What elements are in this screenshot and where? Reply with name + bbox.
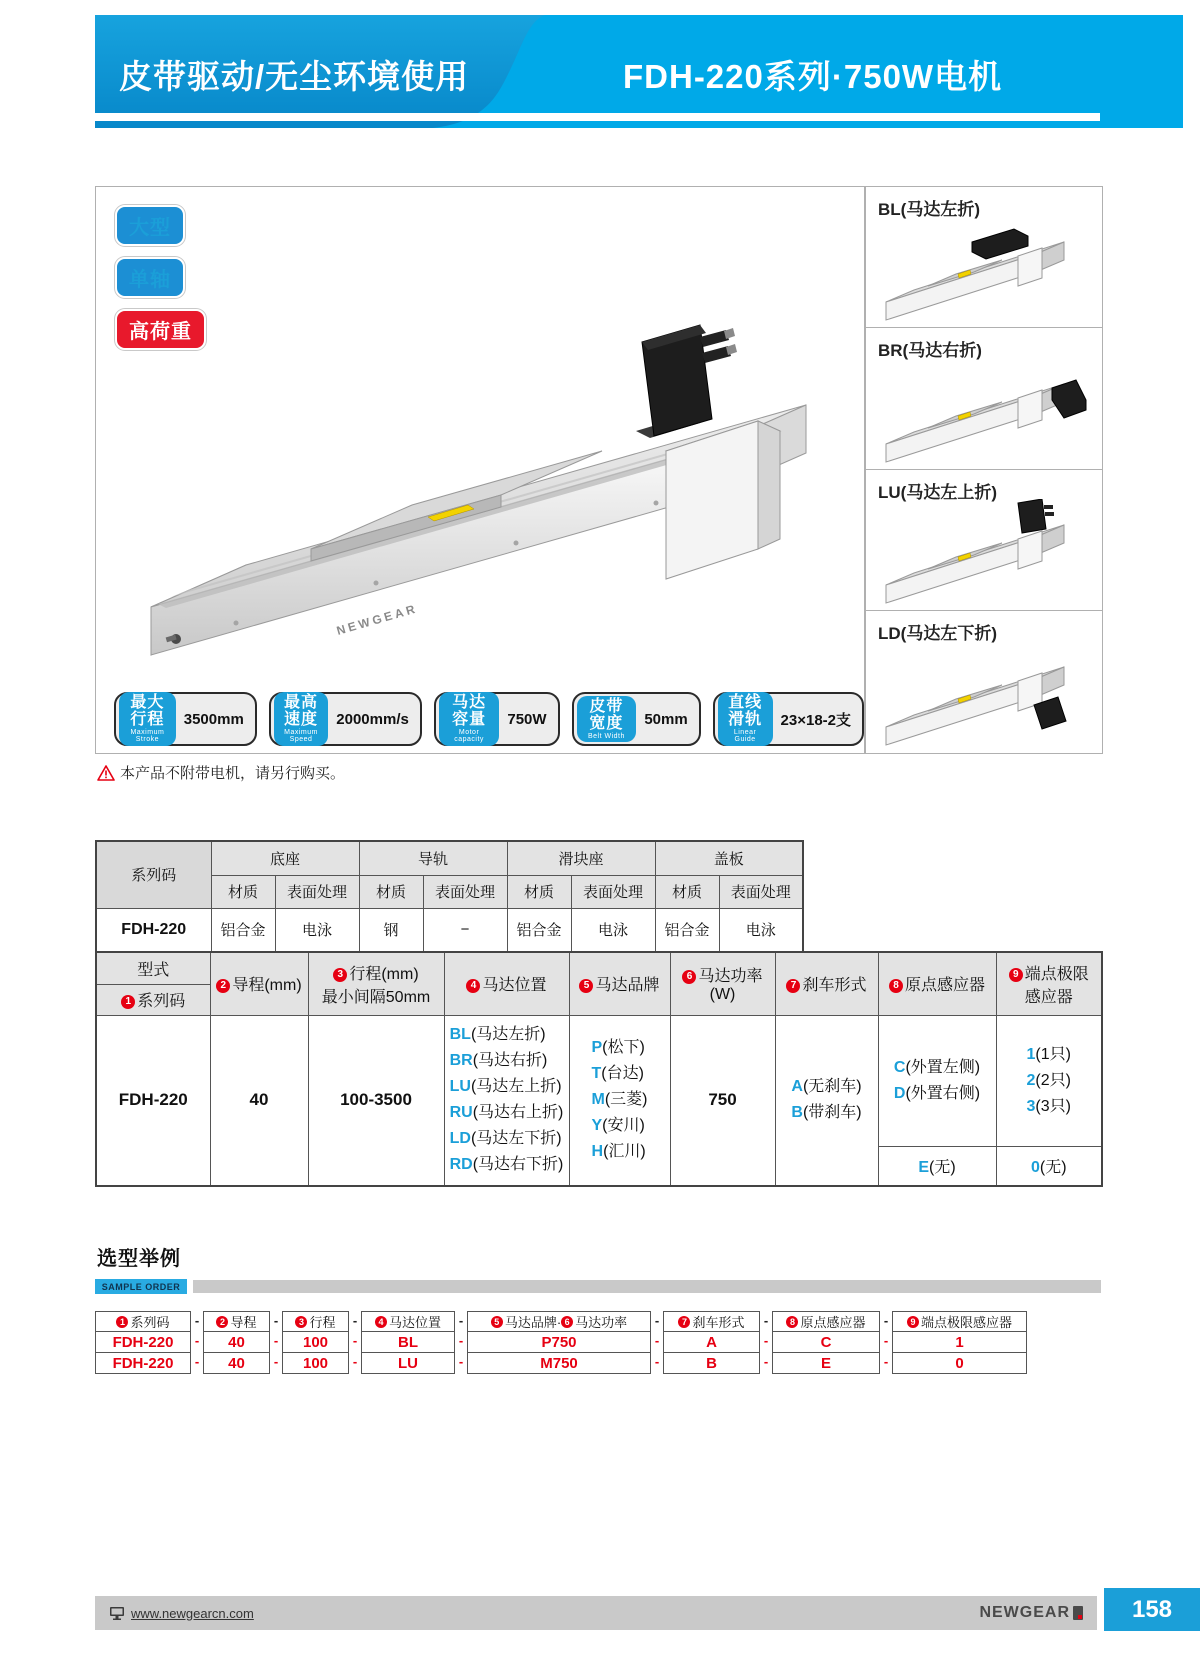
sample-col-brand-power xyxy=(467,1311,651,1374)
website-link[interactable]: www.newgearcn.com xyxy=(131,1605,254,1621)
body-origin-sensors xyxy=(878,1015,996,1146)
option-desc: (安川) xyxy=(602,1117,645,1135)
option-desc: (1只) xyxy=(1035,1045,1071,1063)
sample-dash-gap: - - - xyxy=(883,1313,889,1369)
option-item xyxy=(450,1048,564,1074)
sub-header-surface: 表面处理 xyxy=(275,875,359,908)
sample-value: 0 xyxy=(893,1352,1026,1373)
step-number-icon: 5 xyxy=(579,979,593,993)
group-cover: 盖板 xyxy=(655,841,803,875)
spec-value: 23×18-2支 xyxy=(780,711,851,729)
option-item xyxy=(894,1055,980,1081)
step-number-icon: 3 xyxy=(333,968,347,982)
cell-surface: 电泳 xyxy=(571,908,655,952)
note-text: 本产品不附带电机，请另行购买。 xyxy=(120,765,346,782)
option-item xyxy=(450,1100,564,1126)
option-desc: (无) xyxy=(929,1159,956,1177)
header-sublabel: 感应器 xyxy=(1024,988,1073,1006)
option-desc: (马达左下折) xyxy=(470,1130,562,1148)
sample-col-lead xyxy=(203,1311,270,1374)
sample-col-header xyxy=(773,1312,879,1331)
cell-material: 铝合金 xyxy=(211,908,275,952)
spec-belt-width xyxy=(572,692,701,746)
sample-col-header xyxy=(468,1312,650,1331)
sample-value: 100 xyxy=(283,1331,348,1352)
sample-col-header xyxy=(664,1312,759,1331)
option-desc: (台达) xyxy=(601,1065,644,1083)
sample-order-bar xyxy=(95,1279,1101,1294)
sub-header-material: 材质 xyxy=(507,875,571,908)
option-desc: (外置左侧) xyxy=(905,1058,981,1076)
series-code: FDH-220 xyxy=(96,908,211,952)
step-number-icon: 8 xyxy=(786,1316,798,1328)
option-code: B xyxy=(791,1104,803,1122)
option-code: Y xyxy=(591,1117,603,1135)
option-desc: (马达右上折) xyxy=(472,1104,564,1122)
option-desc: (马达左上折) xyxy=(470,1078,562,1096)
spec-max-speed xyxy=(269,692,422,746)
header-label: 端点极限感应器 xyxy=(920,1315,1012,1330)
sample-value: 40 xyxy=(204,1331,269,1352)
header-sublabel: 最小间隔50mm xyxy=(321,988,431,1006)
header-motor-brand xyxy=(569,952,670,1015)
option-item xyxy=(592,1139,648,1165)
header-label: 马达位置 xyxy=(482,977,547,995)
sample-value: M750 xyxy=(468,1352,650,1373)
monitor-icon xyxy=(109,1606,125,1621)
sample-col-motor-position xyxy=(361,1311,455,1374)
option-code: RD xyxy=(449,1156,473,1174)
screw xyxy=(234,621,239,626)
header-stroke xyxy=(308,952,444,1015)
option-item xyxy=(450,1126,564,1152)
header-label: 马达功率 xyxy=(575,1315,628,1330)
sub-header-surface: 表面处理 xyxy=(719,875,803,908)
page-title-right: FDH-220系列·750W电机 xyxy=(623,58,1003,95)
body-limit-sensors xyxy=(996,1015,1102,1146)
sample-dash-gap: - - - xyxy=(194,1313,200,1369)
sample-value: BL xyxy=(362,1331,454,1352)
option-desc: (汇川) xyxy=(603,1143,646,1161)
step-number-icon: 1 xyxy=(116,1316,128,1328)
step-number-icon: 7 xyxy=(678,1316,690,1328)
step-number-icon: 9 xyxy=(1009,968,1023,982)
cell-surface: 电泳 xyxy=(275,908,359,952)
sample-value: FDH-220 xyxy=(96,1352,190,1373)
option-item xyxy=(791,1100,861,1126)
sub-header-surface: 表面处理 xyxy=(571,875,655,908)
product-note xyxy=(97,762,345,783)
body-motor-brands xyxy=(569,1015,670,1186)
header-label: 原点感应器 xyxy=(800,1315,866,1330)
newgear-logo xyxy=(979,1604,1083,1622)
model-selection-table xyxy=(95,951,1103,1187)
newgear-logo-icon xyxy=(1073,1606,1083,1620)
option-code: RU xyxy=(449,1104,473,1122)
step-number-icon: 1 xyxy=(121,995,135,1009)
header-origin-sensor xyxy=(878,952,996,1015)
feature-badge-large: 大型 xyxy=(115,205,185,246)
sample-value: LU xyxy=(362,1352,454,1373)
spec-tag-en: Maximum Speed xyxy=(284,728,318,744)
option-desc: (马达右下折) xyxy=(472,1156,564,1174)
header-label: 刹车形式 xyxy=(692,1315,745,1330)
option-item xyxy=(450,1152,564,1178)
step-number-icon: 9 xyxy=(907,1316,919,1328)
step-number-icon: 8 xyxy=(889,979,903,993)
option-code: H xyxy=(591,1143,604,1161)
spec-max-stroke xyxy=(114,692,257,746)
option-code: 3 xyxy=(1026,1097,1036,1115)
sample-value: E xyxy=(773,1352,879,1373)
body-limit-none xyxy=(996,1146,1102,1186)
option-desc: (2只) xyxy=(1035,1071,1071,1089)
header-label: 原点感应器 xyxy=(904,977,985,995)
sample-order-rule xyxy=(193,1280,1101,1293)
feature-badge-high-load: 高荷重 xyxy=(115,309,206,350)
sample-col-origin-sensor xyxy=(772,1311,880,1374)
page-title-left: 皮带驱动/无尘环境使用 xyxy=(119,58,470,95)
option-code: BL xyxy=(449,1026,471,1044)
cell-material: 铝合金 xyxy=(507,908,571,952)
option-desc: (马达右折) xyxy=(472,1052,548,1070)
connector-pin xyxy=(724,328,735,339)
sample-value: B xyxy=(664,1352,759,1373)
sample-dash-gap: - - - xyxy=(352,1313,358,1369)
table-row xyxy=(96,841,803,875)
variant-illustration-br xyxy=(866,358,1100,470)
header-label: 刹车形式 xyxy=(802,977,867,995)
header-label: 马达功率 xyxy=(698,968,763,986)
sample-col-series xyxy=(95,1311,191,1374)
feature-badge-single-axis: 单轴 xyxy=(115,257,185,298)
step-number-icon: 6 xyxy=(561,1316,573,1328)
option-desc: (三菱) xyxy=(604,1091,648,1109)
step-number-icon: 4 xyxy=(375,1316,387,1328)
option-item xyxy=(592,1113,648,1139)
step-number-icon: 6 xyxy=(682,970,696,984)
sample-col-brake xyxy=(663,1311,760,1374)
sample-value: FDH-220 xyxy=(96,1331,190,1352)
sample-order-table xyxy=(95,1311,1027,1374)
option-code: 1 xyxy=(1026,1045,1036,1063)
variant-box-br xyxy=(865,327,1103,471)
variant-box-bl xyxy=(865,186,1103,329)
option-code: M xyxy=(591,1091,605,1109)
sample-col-header xyxy=(204,1312,269,1331)
group-slider: 滑块座 xyxy=(507,841,655,875)
variant-label: LD(马达左下折) xyxy=(878,624,997,643)
header-motor-position xyxy=(444,952,569,1015)
sample-col-stroke xyxy=(282,1311,349,1374)
spec-tag-en: Maximum Stroke xyxy=(130,728,165,744)
option-code: T xyxy=(591,1065,602,1083)
option-desc: (带刹车) xyxy=(802,1104,862,1122)
option-item xyxy=(592,1035,648,1061)
spec-badges-row xyxy=(114,692,864,746)
option-code: D xyxy=(893,1084,906,1102)
option-code: A xyxy=(791,1078,803,1096)
header-label: 行程(mm) xyxy=(349,965,419,983)
option-desc: (无) xyxy=(1039,1159,1067,1177)
spec-motor-capacity xyxy=(434,692,560,746)
sub-header-material: 材质 xyxy=(359,875,423,908)
option-item xyxy=(450,1074,564,1100)
header-label: 马达品牌· xyxy=(504,1315,562,1330)
body-brakes xyxy=(775,1015,878,1186)
body-power: 750 xyxy=(670,1015,775,1186)
option-item xyxy=(450,1022,564,1048)
body-lead: 40 xyxy=(210,1015,308,1186)
header-motor-power xyxy=(670,952,775,1015)
body-motor-positions xyxy=(444,1015,569,1186)
spec-tag xyxy=(718,692,773,745)
sample-value: 40 xyxy=(204,1352,269,1373)
sub-header-material: 材质 xyxy=(655,875,719,908)
variant-illustration-bl xyxy=(866,216,1100,328)
spec-tag xyxy=(274,692,328,745)
header-label: 马达位置 xyxy=(388,1315,441,1330)
header-label: 导程(mm) xyxy=(232,977,302,995)
table-row xyxy=(96,952,1102,984)
option-desc: (3只) xyxy=(1035,1097,1071,1115)
option-item xyxy=(1027,1042,1071,1068)
sample-value: P750 xyxy=(468,1331,650,1352)
body-origin-none xyxy=(878,1146,996,1186)
header-sublabel: (W) xyxy=(709,986,736,1004)
header-label: 马达品牌 xyxy=(595,977,660,995)
main-product-illustration xyxy=(96,187,862,753)
sample-value: 100 xyxy=(283,1352,348,1373)
spec-tag xyxy=(439,692,500,745)
cell-surface: 电泳 xyxy=(719,908,803,952)
spec-tag xyxy=(119,692,176,745)
sample-dash-gap: - - - xyxy=(654,1313,660,1369)
sample-value: C xyxy=(773,1331,879,1352)
cell-surface: − xyxy=(423,908,507,952)
option-desc: (松下) xyxy=(602,1039,645,1057)
spec-linear-guide xyxy=(713,692,864,746)
option-code: 2 xyxy=(1026,1071,1036,1089)
header-label: 系列码 xyxy=(130,1315,170,1330)
option-item xyxy=(1027,1094,1071,1120)
option-code: P xyxy=(591,1039,603,1057)
variant-label: BR(马达右折) xyxy=(878,341,982,360)
step-number-icon: 5 xyxy=(491,1316,503,1328)
header-label: 导程 xyxy=(230,1315,257,1330)
rail-brand-text: NEWGEAR xyxy=(334,601,420,638)
table-row xyxy=(96,908,803,952)
step-number-icon: 7 xyxy=(786,979,800,993)
spec-value: 2000mm/s xyxy=(336,710,409,728)
cell-material: 铝合金 xyxy=(655,908,719,952)
group-base: 底座 xyxy=(211,841,359,875)
spec-tag-en: Linear Guide xyxy=(733,728,757,744)
spec-value: 3500mm xyxy=(183,710,244,728)
option-code: C xyxy=(893,1058,906,1076)
option-item xyxy=(791,1074,861,1100)
sample-col-header xyxy=(283,1312,348,1331)
option-desc: (无刹车) xyxy=(802,1078,862,1096)
option-item xyxy=(1027,1068,1071,1094)
step-number-icon: 4 xyxy=(466,979,480,993)
screw xyxy=(514,541,519,546)
sample-col-header xyxy=(96,1312,190,1331)
option-code: BR xyxy=(449,1052,473,1070)
main-product-panel xyxy=(95,186,865,754)
variant-box-lu xyxy=(865,469,1103,612)
warning-icon xyxy=(97,765,115,781)
spec-tag-zh: 马达容量 xyxy=(452,694,487,729)
body-series-code: FDH-220 xyxy=(96,1015,210,1186)
sample-col-header xyxy=(893,1312,1026,1331)
header-banner xyxy=(95,15,1183,128)
option-desc: (外置右侧) xyxy=(905,1084,981,1102)
sample-dash-gap: - - - xyxy=(458,1313,464,1369)
option-code: LU xyxy=(449,1078,471,1096)
footer-bar xyxy=(95,1596,1097,1630)
step-number-icon: 2 xyxy=(216,979,230,993)
sample-order-title: 选型举例 xyxy=(97,1248,181,1270)
spec-tag-zh: 最高速度 xyxy=(284,694,319,729)
sample-col-limit-sensor xyxy=(892,1311,1027,1374)
spec-value: 50mm xyxy=(644,710,688,728)
group-guide: 导轨 xyxy=(359,841,507,875)
cell-material: 钢 xyxy=(359,908,423,952)
step-number-icon: 2 xyxy=(216,1316,228,1328)
header-type: 型式 xyxy=(96,952,210,984)
connector-pin xyxy=(726,344,737,355)
screw xyxy=(374,581,379,586)
option-item xyxy=(592,1087,648,1113)
variant-box-ld xyxy=(865,610,1103,754)
table-row xyxy=(96,1015,1102,1146)
sample-value: A xyxy=(664,1331,759,1352)
spec-value: 750W xyxy=(507,710,547,728)
spec-tag-zh: 皮带宽度 xyxy=(589,698,624,732)
option-code: 0 xyxy=(1030,1159,1040,1177)
option-item xyxy=(592,1061,648,1087)
end-block-side xyxy=(758,421,780,549)
brand-name: NEWGEAR xyxy=(979,1604,1070,1621)
variant-label: LU(马达左上折) xyxy=(878,483,997,502)
spec-tag xyxy=(577,696,637,742)
guide-rail-strip xyxy=(158,444,726,608)
option-code: E xyxy=(918,1159,929,1177)
spec-tag-en: Belt Width xyxy=(587,732,625,740)
sub-header-surface: 表面处理 xyxy=(423,875,507,908)
spec-tag-en: Motor capacity xyxy=(454,728,484,744)
sample-dash-gap: - - - xyxy=(763,1313,769,1369)
body-stroke: 100-3500 xyxy=(308,1015,444,1186)
sample-order-tag: SAMPLE ORDER xyxy=(95,1279,187,1294)
page-number-badge: 158 xyxy=(1104,1588,1200,1631)
materials-table xyxy=(95,840,804,953)
step-number-icon: 3 xyxy=(295,1316,307,1328)
sub-header-material: 材质 xyxy=(211,875,275,908)
header-label: 端点极限 xyxy=(1024,965,1089,983)
option-item xyxy=(894,1081,980,1107)
feature-badges xyxy=(115,205,206,350)
variant-illustration-ld xyxy=(866,641,1100,753)
sample-col-header xyxy=(362,1312,454,1331)
spec-tag-zh: 最大行程 xyxy=(130,694,165,729)
header-label: 系列码 xyxy=(137,993,186,1010)
header-limit-sensor xyxy=(996,952,1102,1015)
col-series-header: 系列码 xyxy=(96,841,211,908)
sample-dash-gap: - - - xyxy=(273,1313,279,1369)
sample-value: 1 xyxy=(893,1331,1026,1352)
header-label: 行程 xyxy=(309,1315,336,1330)
banner-underline xyxy=(95,113,1100,121)
header-brake xyxy=(775,952,878,1015)
option-desc: (马达左折) xyxy=(470,1026,546,1044)
header-lead xyxy=(210,952,308,1015)
header-series-code xyxy=(96,984,210,1015)
variant-illustration-lu xyxy=(866,499,1100,611)
option-code: LD xyxy=(449,1130,471,1148)
screw xyxy=(654,501,659,506)
spec-tag-zh: 直线滑轨 xyxy=(728,694,763,729)
variant-label: BL(马达左折) xyxy=(878,200,980,219)
